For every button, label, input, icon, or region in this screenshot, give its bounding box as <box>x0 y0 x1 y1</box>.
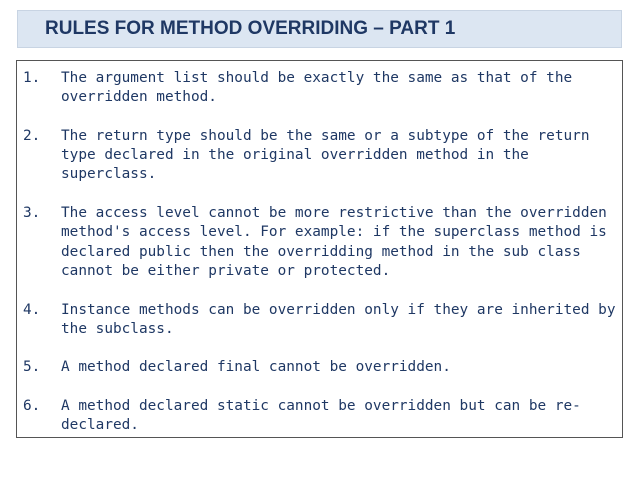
rule-text: A method declared final cannot be overridden. <box>61 359 451 376</box>
rules-list <box>23 69 618 455</box>
rule-item-1 <box>23 69 618 108</box>
rule-number: 3. <box>23 205 41 222</box>
rule-text: The return type should be the same or a subtype of the return type declared in the original overridden method in the superclass. <box>61 127 590 183</box>
slide-title: RULES FOR METHOD OVERRIDING – PART 1 <box>45 18 456 39</box>
rule-text: A method declared static cannot be overridden but can be re- declared. <box>61 398 581 434</box>
rule-text: The argument list should be exactly the same as that of the overridden method. <box>61 70 573 106</box>
rule-text: Instance methods can be overridden only if they are inherited by the subclass. <box>61 301 616 337</box>
rule-number: 1. <box>23 70 41 86</box>
rule-number: 4. <box>23 301 41 318</box>
rule-item-3 <box>23 204 618 281</box>
rule-item-4 <box>23 301 618 340</box>
title-bar <box>17 10 622 48</box>
rule-number: 6. <box>23 398 41 415</box>
rule-item-2 <box>23 127 618 185</box>
rule-item-6 <box>23 397 618 436</box>
rule-item-5 <box>23 358 618 377</box>
rules-box <box>16 60 623 438</box>
rule-number: 5. <box>23 359 41 376</box>
rule-text: The access level cannot be more restrictive than the overridden method's access level. For example: if the superclass method is declared public then the overridding method in the sub class cannot be either private or protected. <box>61 205 607 279</box>
rule-number: 2. <box>23 127 41 144</box>
